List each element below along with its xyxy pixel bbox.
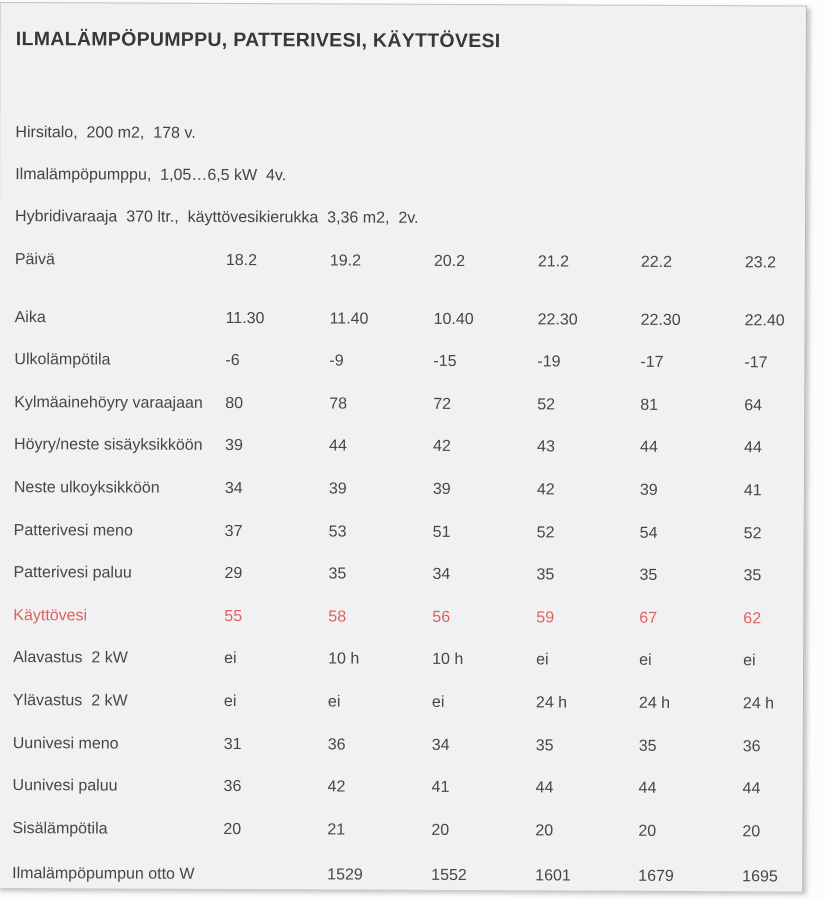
cell-value: 34 xyxy=(431,736,450,754)
cell-value: 64 xyxy=(744,397,763,415)
cell-value: 35 xyxy=(638,737,657,755)
cell-value: ei xyxy=(536,651,549,669)
table-row xyxy=(15,250,805,296)
cell-value: 35 xyxy=(639,566,658,585)
table-row xyxy=(12,819,802,865)
cell-value: 41 xyxy=(743,482,762,500)
cell-value: 39 xyxy=(432,480,451,498)
table-row xyxy=(14,521,804,567)
cell-value: 37 xyxy=(224,522,243,540)
cell-value: 10.40 xyxy=(433,310,474,328)
cell-value: 11.40 xyxy=(329,310,369,328)
cell-value: 22.30 xyxy=(640,311,681,329)
cell-value: 36 xyxy=(223,778,242,796)
cell-value: 44 xyxy=(638,779,657,797)
cell-value: 39 xyxy=(225,437,243,455)
cell-value: 1529 xyxy=(327,866,363,884)
cell-value: 1601 xyxy=(535,867,571,885)
cell-value: 36 xyxy=(327,735,346,754)
cell-value: ei xyxy=(431,693,445,711)
cell-value: 19.2 xyxy=(329,252,362,270)
cell-value: 23.2 xyxy=(744,254,777,272)
row-label: Patterivesi paluu xyxy=(13,564,132,582)
cell-value: 42 xyxy=(327,778,346,796)
cell-value: ei xyxy=(639,652,652,670)
cell-value: 44 xyxy=(329,437,347,455)
cell-value: 35 xyxy=(328,565,347,583)
cell-value: 35 xyxy=(535,736,554,754)
cell-value: 42 xyxy=(536,481,555,499)
cell-value: 67 xyxy=(639,609,658,627)
cell-value: 41 xyxy=(431,779,450,797)
paper-sheet xyxy=(0,2,807,892)
cell-value: 1695 xyxy=(742,868,778,886)
cell-value: 78 xyxy=(329,395,348,413)
cell-value: 20.2 xyxy=(433,252,466,271)
row-label: Kylmäainehöyry varaajaan xyxy=(14,393,203,412)
cell-value: ei xyxy=(224,650,237,668)
table-row xyxy=(13,691,803,737)
cell-value: ei xyxy=(223,692,237,710)
cell-value: 20 xyxy=(638,822,657,840)
cell-value: 52 xyxy=(743,524,762,542)
row-label: Sisälämpötila xyxy=(12,819,108,838)
info-line-heatpump: Ilmalämpöpumppu, 1,05…6,5 kW 4v. xyxy=(15,166,287,185)
cell-value: 44 xyxy=(742,780,761,798)
row-label: Ylävastus 2 kW xyxy=(12,692,128,710)
cell-value: 34 xyxy=(224,479,243,498)
cell-value: 31 xyxy=(223,735,242,753)
cell-value: 52 xyxy=(536,523,555,541)
cell-value: 39 xyxy=(328,480,347,498)
measurement-table xyxy=(12,250,805,900)
cell-value: 58 xyxy=(328,608,347,626)
cell-value: 29 xyxy=(224,565,243,583)
cell-value: 36 xyxy=(742,737,761,755)
cell-value: 72 xyxy=(433,395,452,413)
row-label: Uunivesi meno xyxy=(12,734,119,753)
row-label: Uunivesi paluu xyxy=(12,777,118,795)
cell-value: 20 xyxy=(223,820,242,838)
row-label: Päivä xyxy=(14,251,55,269)
table-row xyxy=(13,648,803,694)
row-label: Ilmalämpöpumpun otto W xyxy=(12,865,195,884)
cell-value: 22.30 xyxy=(537,310,578,329)
cell-value: 43 xyxy=(537,438,555,456)
cell-value: 22.2 xyxy=(640,253,673,271)
cell-value: 53 xyxy=(328,523,347,541)
cell-value: 20 xyxy=(535,822,554,840)
cell-value: 55 xyxy=(224,607,243,625)
cell-value: 18.2 xyxy=(225,251,258,270)
cell-value: 24 h xyxy=(742,695,775,713)
table-row xyxy=(12,776,802,822)
row-label: Käyttövesi xyxy=(13,606,88,625)
table-row xyxy=(14,350,804,396)
cell-value: 34 xyxy=(432,566,451,584)
cell-value: 42 xyxy=(433,438,451,456)
cell-value: -9 xyxy=(329,352,344,370)
cell-value: 35 xyxy=(743,567,762,585)
cell-value: 51 xyxy=(432,523,451,541)
cell-value: 44 xyxy=(640,439,658,457)
cell-value: 20 xyxy=(431,821,450,839)
cell-value: 56 xyxy=(432,608,451,626)
cell-value: ei xyxy=(743,652,756,670)
info-line-house: Hirsitalo, 200 m2, 178 v. xyxy=(15,124,196,142)
cell-value: 35 xyxy=(536,566,555,584)
cell-value: -19 xyxy=(537,353,561,371)
table-row xyxy=(13,606,803,652)
row-label: Alavastus 2 kW xyxy=(13,649,128,667)
cell-value: 24 h xyxy=(638,694,671,712)
table-row xyxy=(14,308,804,354)
row-label: Neste ulkoyksikköön xyxy=(13,479,160,497)
table-row xyxy=(14,393,804,439)
table-row xyxy=(12,864,802,900)
cell-value: 10 h xyxy=(328,650,360,668)
table-row xyxy=(14,435,804,481)
cell-value: 80 xyxy=(225,394,244,412)
cell-value: ei xyxy=(327,693,341,711)
page-title: ILMALÄMPÖPUMPPU, PATTERIVESI, KÄYTTÖVESI xyxy=(15,28,501,53)
info-block xyxy=(15,124,805,229)
table-row xyxy=(13,734,803,780)
cell-value: 24 h xyxy=(535,694,568,712)
row-label: Aika xyxy=(14,308,46,326)
cell-value: 20 xyxy=(742,822,761,841)
cell-value: 10 h xyxy=(432,651,464,669)
cell-value: 81 xyxy=(640,396,659,414)
cell-value: 21.2 xyxy=(537,253,570,271)
cell-value: 52 xyxy=(537,396,556,414)
cell-value: -6 xyxy=(225,352,240,370)
cell-value: 44 xyxy=(535,779,554,797)
cell-value: 39 xyxy=(639,481,658,499)
cell-value: 1679 xyxy=(638,868,674,886)
cell-value: 22.40 xyxy=(744,311,785,330)
info-line-tank: Hybridivaraaja 370 ltr., käyttövesikierukka 3,36 m2, 2v. xyxy=(15,208,419,227)
cell-value: -17 xyxy=(640,353,664,372)
cell-value: 11.30 xyxy=(225,309,265,327)
row-label: Höyry/neste sisäyksikköön xyxy=(14,436,203,455)
row-label: Patterivesi meno xyxy=(13,521,133,540)
row-label: Ulkolämpötila xyxy=(14,351,111,369)
cell-value: 59 xyxy=(536,609,555,627)
cell-value: -15 xyxy=(433,353,457,371)
cell-value: 1552 xyxy=(431,867,467,885)
cell-value: 54 xyxy=(639,524,658,542)
cell-value: 21 xyxy=(327,821,346,839)
cell-value: 62 xyxy=(743,609,762,628)
cell-value: 44 xyxy=(744,439,762,457)
cell-value: -17 xyxy=(744,354,768,372)
table-row xyxy=(14,478,804,524)
table-row xyxy=(13,563,803,609)
